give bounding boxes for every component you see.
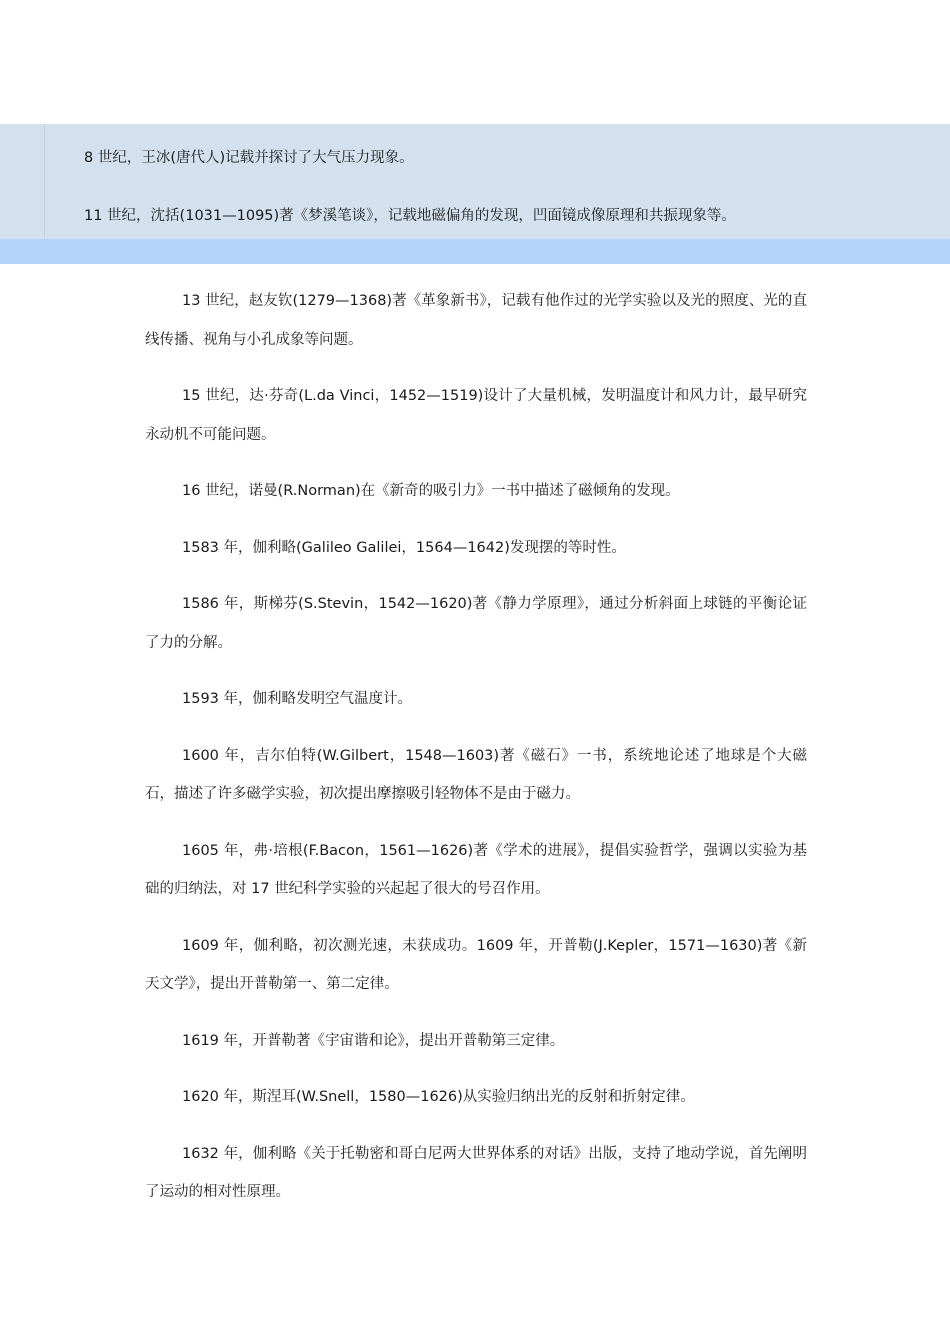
paragraph-1620: 1620 年，斯涅耳(W.Snell，1580—1626)从实验归纳出光的反射和折射定律。 <box>182 1089 695 1105</box>
document-body <box>145 282 807 1212</box>
paragraph-15th-century: 15 世纪，达·芬奇(L.da Vinci，1452—1519)设计了大量机械，发明温度计和风力计，最早研究永动机不可能问题。 <box>145 388 807 443</box>
paragraph-1600: 1600 年，吉尔伯特(W.Gilbert，1548—1603)著《磁石》一书，系统地论述了地球是个大磁石，描述了许多磁学实验，初次提出摩擦吸引轻物体不是由于磁力。 <box>145 747 807 802</box>
paragraph-1605: 1605 年，弗·培根(F.Bacon，1561—1626)著《学术的进展》，提倡实验哲学，强调以实验为基础的归纳法，对 17 世纪科学实验的兴起起了很大的号召作用。 <box>145 842 807 897</box>
paragraph-1583: 1583 年，伽利略(Galileo Galilei，1564—1642)发现摆的等时性。 <box>182 539 626 556</box>
paragraph-1586: 1586 年，斯梯芬(S.Stevin，1542—1620)著《静力学原理》，通过分析斜面上球链的平衡论证了力的分解。 <box>145 596 807 651</box>
paragraph-1593: 1593 年，伽利略发明空气温度计。 <box>182 691 413 707</box>
paragraph-1609: 1609 年，伽利略，初次测光速，未获成功。1609 年，开普勒(J.Kepler，1571—1630)著《新天文学》，提出开普勒第一、第二定律。 <box>145 937 807 992</box>
margin-rule <box>44 124 45 239</box>
selection-stripe <box>0 239 950 264</box>
paragraph-16th-century: 16 世纪，诺曼(R.Norman)在《新奇的吸引力》一书中描述了磁倾角的发现。 <box>182 483 680 499</box>
paragraph-8th-century: 8 世纪，王冰(唐代人)记载并探讨了大气压力现象。 <box>84 150 414 166</box>
paragraph-11th-century: 11 世纪，沈括(1031—1095)著《梦溪笔谈》，记载地磁偏角的发现，凹面镜成像原理和共振现象等。 <box>84 208 736 224</box>
paragraph-1619: 1619 年，开普勒著《宇宙谐和论》，提出开普勒第三定律。 <box>182 1032 565 1049</box>
paragraph-1632: 1632 年，伽利略《关于托勒密和哥白尼两大世界体系的对话》出版，支持了地动学说，首先阐明了运动的相对性原理。 <box>145 1145 807 1200</box>
paragraph-13th-century: 13 世纪，赵友钦(1279—1368)著《革象新书》，记载有他作过的光学实验以及光的照度、光的直线传播、视角与小孔成象等问题。 <box>145 293 807 348</box>
